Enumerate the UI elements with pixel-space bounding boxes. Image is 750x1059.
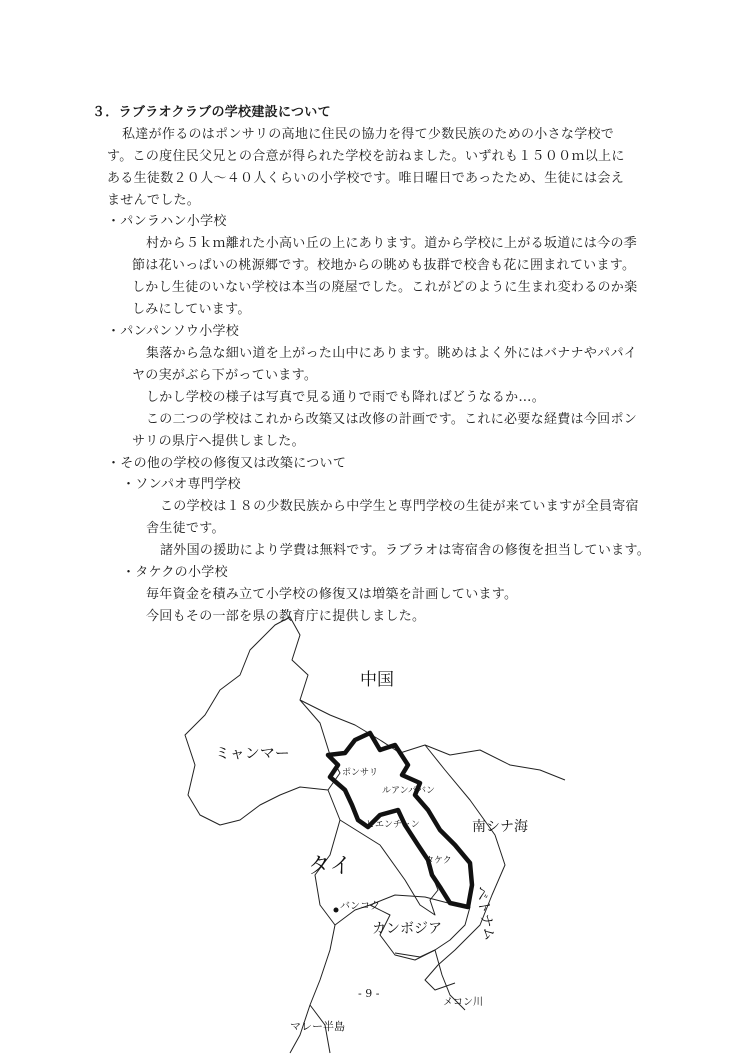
school-1-line-1: 村から５ｋｍ離れた小高い丘の上にあります。道から学校に上がる坂道には今の季 (146, 236, 638, 251)
label-vietnam: ベトナム (472, 884, 498, 943)
other-item-1-line-2: 舎生徒です。 (146, 521, 225, 536)
myanmar-border (185, 617, 340, 825)
school-2-line-4: この二つの学校はこれから改築又は改修の計画です。これに必要な経費は今回ポン (146, 412, 638, 427)
other-item-1-line-3: 諸外国の援助により学費は無料です。ラブラオは寄宿舎の修復を担当しています。 (160, 543, 651, 558)
school-2-title: ・パンパンソウ小学校 (107, 324, 240, 339)
label-myanmar: ミャンマー (215, 744, 290, 762)
label-mekong: メコン川 (443, 997, 483, 1008)
intro-line-1: 私達が作るのはポンサリの高地に住民の協力を得て少数民族のための小さな学校で (122, 127, 615, 142)
other-item-2-title: ・タケクの小学校 (122, 565, 228, 580)
school-1-line-2: 節は花いっぱいの桃源郷です。校地からの眺めも抜群で校舎も花に囲まれています。 (132, 258, 636, 273)
label-vientiane: ビエンチャン (366, 820, 420, 830)
thailand-west-border (290, 790, 340, 1053)
school-1-title: ・パンラハン小学校 (107, 214, 227, 229)
school-2-line-5: サリの県庁へ提供しました。 (132, 434, 305, 449)
china-border (300, 700, 565, 780)
other-item-1-title: ・ソンパオ専門学校 (122, 477, 241, 492)
page-number: - 9 - (358, 987, 380, 1000)
other-item-1-line-1: この学校は１８の少数民族から中学生と専門学校の生徒が来ていますが全員寄宿 (160, 499, 639, 514)
school-2-line-3: しかし学校の様子は写真で見る通りで雨でも降ればどうなるか…。 (146, 390, 546, 405)
school-1-line-4: しみにしています。 (132, 302, 251, 317)
other-item-2-line-1: 毎年資金を積み立て小学校の修復又は増築を計画しています。 (146, 587, 518, 602)
label-thakhek: タケク (425, 856, 452, 866)
label-cambodia: カンボジア (372, 921, 442, 937)
other-title: ・その他の学校の修復又は改築について (107, 456, 347, 471)
school-1-line-3: しかし生徒のいない学校は本当の廃屋でした。これがどのように生まれ変わるのか楽 (132, 280, 638, 295)
intro-line-2: す。この度住民父兄との合意が得られた学校を訪ねました。いずれも１５００ｍ以上に (107, 149, 625, 164)
school-2-line-2: ヤの実がぶら下がっています。 (132, 368, 318, 383)
label-luang-prabang: ルアンパバン (382, 786, 436, 796)
intro-line-4: ませんでした。 (107, 193, 201, 208)
label-china: 中国 (360, 670, 394, 690)
bangkok-dot (334, 908, 339, 913)
vietnam-coast (425, 745, 505, 990)
school-2-line-1: 集落から急な細い道を上がった山中にあります。眺めはよく外にはバナナやパパイ (146, 346, 638, 361)
label-phongsaly: ポンサリ (342, 768, 379, 778)
section-heading: ３．ラブラオクラブの学校建設について (92, 105, 331, 120)
intro-line-3: ある生徒数２０人～４０人くらいの小学校です。唯日曜日であったため、生徒には会え (107, 171, 625, 186)
label-south-china-sea: 南シナ海 (472, 819, 528, 835)
label-bangkok: バンコク (340, 901, 380, 912)
label-malay: マレー半島 (290, 1020, 345, 1033)
other-item-2-line-2: 今回もその一部を県の教育庁に提供しました。 (146, 609, 426, 624)
label-thailand: タイ (308, 854, 352, 879)
